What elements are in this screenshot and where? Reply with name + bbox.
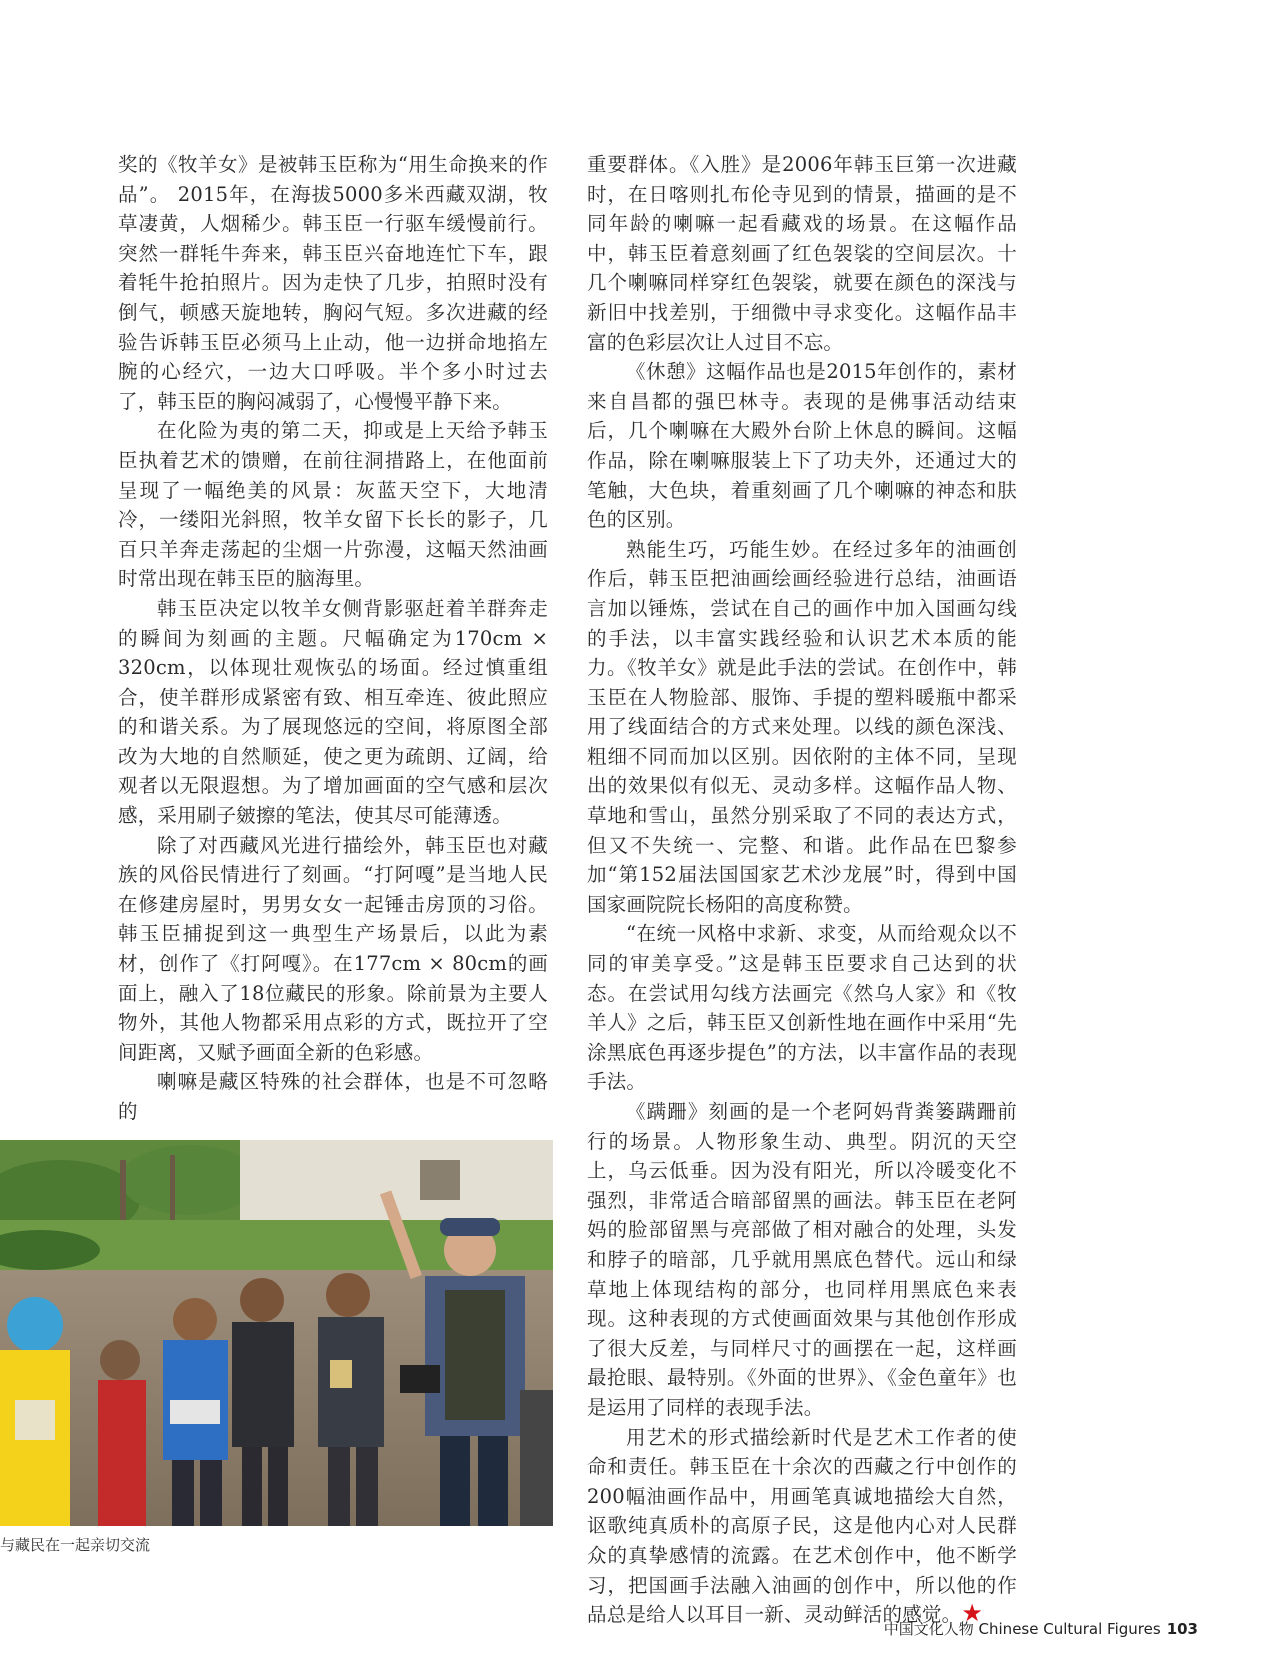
paragraph-last <box>587 1423 1017 1630</box>
paragraph: 除了对西藏风光进行描绘外，韩玉臣也对藏族的风俗民情进行了刻画。“打阿嘎”是当地人民在修建房屋时，男男女女一起锤击房顶的习俗。韩玉臣捕捉到这一典型生产场景后，以此为素材，创作了《打阿嘎》。在177cm × 80cm的画面上，融入了18位藏民的形象。除前景为主要人物外，其他人物都采用点彩的方式，既拉开了空间距离，又赋予画面全新的色彩感。 <box>118 833 548 1064</box>
paragraph: 《休憩》这幅作品也是2015年创作的，素材来自昌都的强巴林寺。表现的是佛事活动结束后，几个喇嘛在大殿外台阶上休息的瞬间。这幅作品，除在喇嘛服装上下了功夫外，还通过大的笔触，大色块，着重刻画了几个喇嘛的神态和肤色的区别。 <box>587 360 1017 532</box>
paragraph: 熟能生巧，巧能生妙。在经过多年的油画创作后，韩玉臣把油画绘画经验进行总结，油画语言加以锤炼，尝试在自己的画作中加入国画勾线的手法，以丰富实践经验和认识艺术本质的能力。《牧羊女》就是此手法的尝试。在创作中，韩玉臣在人物脸部、服饰、手提的塑料暖瓶中都采用了线面结合的方式来处理。以线的颜色深浅、粗细不同而加以区别。因依附的主体不同，呈现出的效果似有似无、灵动多样。这幅作品人物、草地和雪山，虽然分别采取了不同的表达方式，但又不失统一、完整、和谐。此作品在巴黎参加“第152届法国国家艺术沙龙展”时，得到中国国家画院院长杨阳的高度称赞。 <box>587 537 1017 916</box>
end-star-icon: ★ <box>961 1599 984 1628</box>
left-column <box>118 150 548 1127</box>
page-number: 103 <box>1166 1620 1198 1638</box>
paragraph: “在统一风格中求新、求变，从而给观众以不同的审美享受。”这是韩玉臣要求自己达到的状态。在尝试用勾线方法画完《然乌人家》和《牧羊人》之后，韩玉臣又创新性地在画作中采用“先涂黑底色再逐步提色”的方法，以丰富作品的表现手法。 <box>587 922 1017 1094</box>
right-column <box>587 150 1017 1630</box>
paragraph: 韩玉臣决定以牧羊女侧背影驱赶着羊群奔走的瞬间为刻画的主题。尺幅确定为170cm × 320cm，以体现壮观恢弘的场面。经过慎重组合，使羊群形成紧密有致、相互牵连、彼此照应的和谐关系。为了展现悠远的空间，将原图全部改为大地的自然顺延，使之更为疏朗、辽阔，给观者以无限遐想。为了增加画面的空气感和层次感，采用刷子皴擦的笔法，使其尽可能薄透。 <box>118 596 548 828</box>
photo-artist-with-tibetans <box>0 1140 553 1526</box>
paragraph: 《蹒跚》刻画的是一个老阿妈背粪篓蹒跚前行的场景。人物形象生动、典型。阴沉的天空上，乌云低垂。因为没有阳光，所以冷暖变化不强烈，非常适合暗部留黑的画法。韩玉臣在老阿妈的脸部留黑与亮部做了相对融合的处理，头发和脖子的暗部，几乎就用黑底色替代。远山和绿草地上体现结构的部分，也同样用黑底色来表现。这种表现的方式使画面效果与其他创作形成了很大反差，与同样尺寸的画摆在一起，这样画最抢眼、最特别。《外面的世界》、《金色童年》也是运用了同样的表现手法。 <box>587 1100 1017 1419</box>
photo-caption: 与藏民在一起亲切交流 <box>0 1536 151 1554</box>
paragraph: 重要群体。《入胜》是2006年韩玉巨第一次进藏时，在日喀则扎布伦寺见到的情景，描画的是不同年龄的喇嘛一起看藏戏的场景。在这幅作品中，韩玉臣着意刻画了红色袈裟的空间层次。十几个喇嘛同样穿红色袈裟，就要在颜色的深浅与新旧中找差别，于细微中寻求变化。这幅作品丰富的色彩层次让人过目不忘。 <box>587 153 1017 354</box>
magazine-name: 中国文化人物 Chinese Cultural Figures <box>883 1620 1161 1638</box>
paragraph: 喇嘛是藏区特殊的社会群体，也是不可忽略的 <box>118 1070 548 1123</box>
paragraph: 奖的《牧羊女》是被韩玉臣称为“用生命换来的作品”。 2015年，在海拔5000多米西藏双湖，牧草凄黄，人烟稀少。韩玉臣一行驱车缓慢前行。突然一群牦牛奔来，韩玉臣兴奋地连忙下车，跟着牦牛抢拍照片。因为走快了几步，拍照时没有倒气，顿感天旋地转，胸闷气短。多次进藏的经验告诉韩玉臣必须马上止动，他一边拼命地掐左腕的心经穴，一边大口呼吸。半个多小时过去了，韩玉臣的胸闷减弱了，心慢慢平静下来。 <box>118 153 548 413</box>
page-footer <box>884 1618 1198 1639</box>
paragraph: 在化险为夷的第二天，抑或是上天给予韩玉臣执着艺术的馈赠，在前往洞措路上，在他面前呈现了一幅绝美的风景：灰蓝天空下，大地清冷，一缕阳光斜照，牧羊女留下长长的影子，几百只羊奔走荡起的尘烟一片弥漫，这幅天然油画时常出现在韩玉臣的脑海里。 <box>118 419 548 591</box>
paragraph-text: 用艺术的形式描绘新时代是艺术工作者的使命和责任。韩玉臣在十余次的西藏之行中创作的200幅油画作品中，用画笔真诚地描绘大自然，讴歌纯真质朴的高原子民，这是他内心对人民群众的真挚感情的流露。在艺术创作中，他不断学习，把国画手法融入油画的创作中，所以他的作品总是给人以耳目一新、灵动鲜活的感觉。 <box>587 1425 1017 1627</box>
